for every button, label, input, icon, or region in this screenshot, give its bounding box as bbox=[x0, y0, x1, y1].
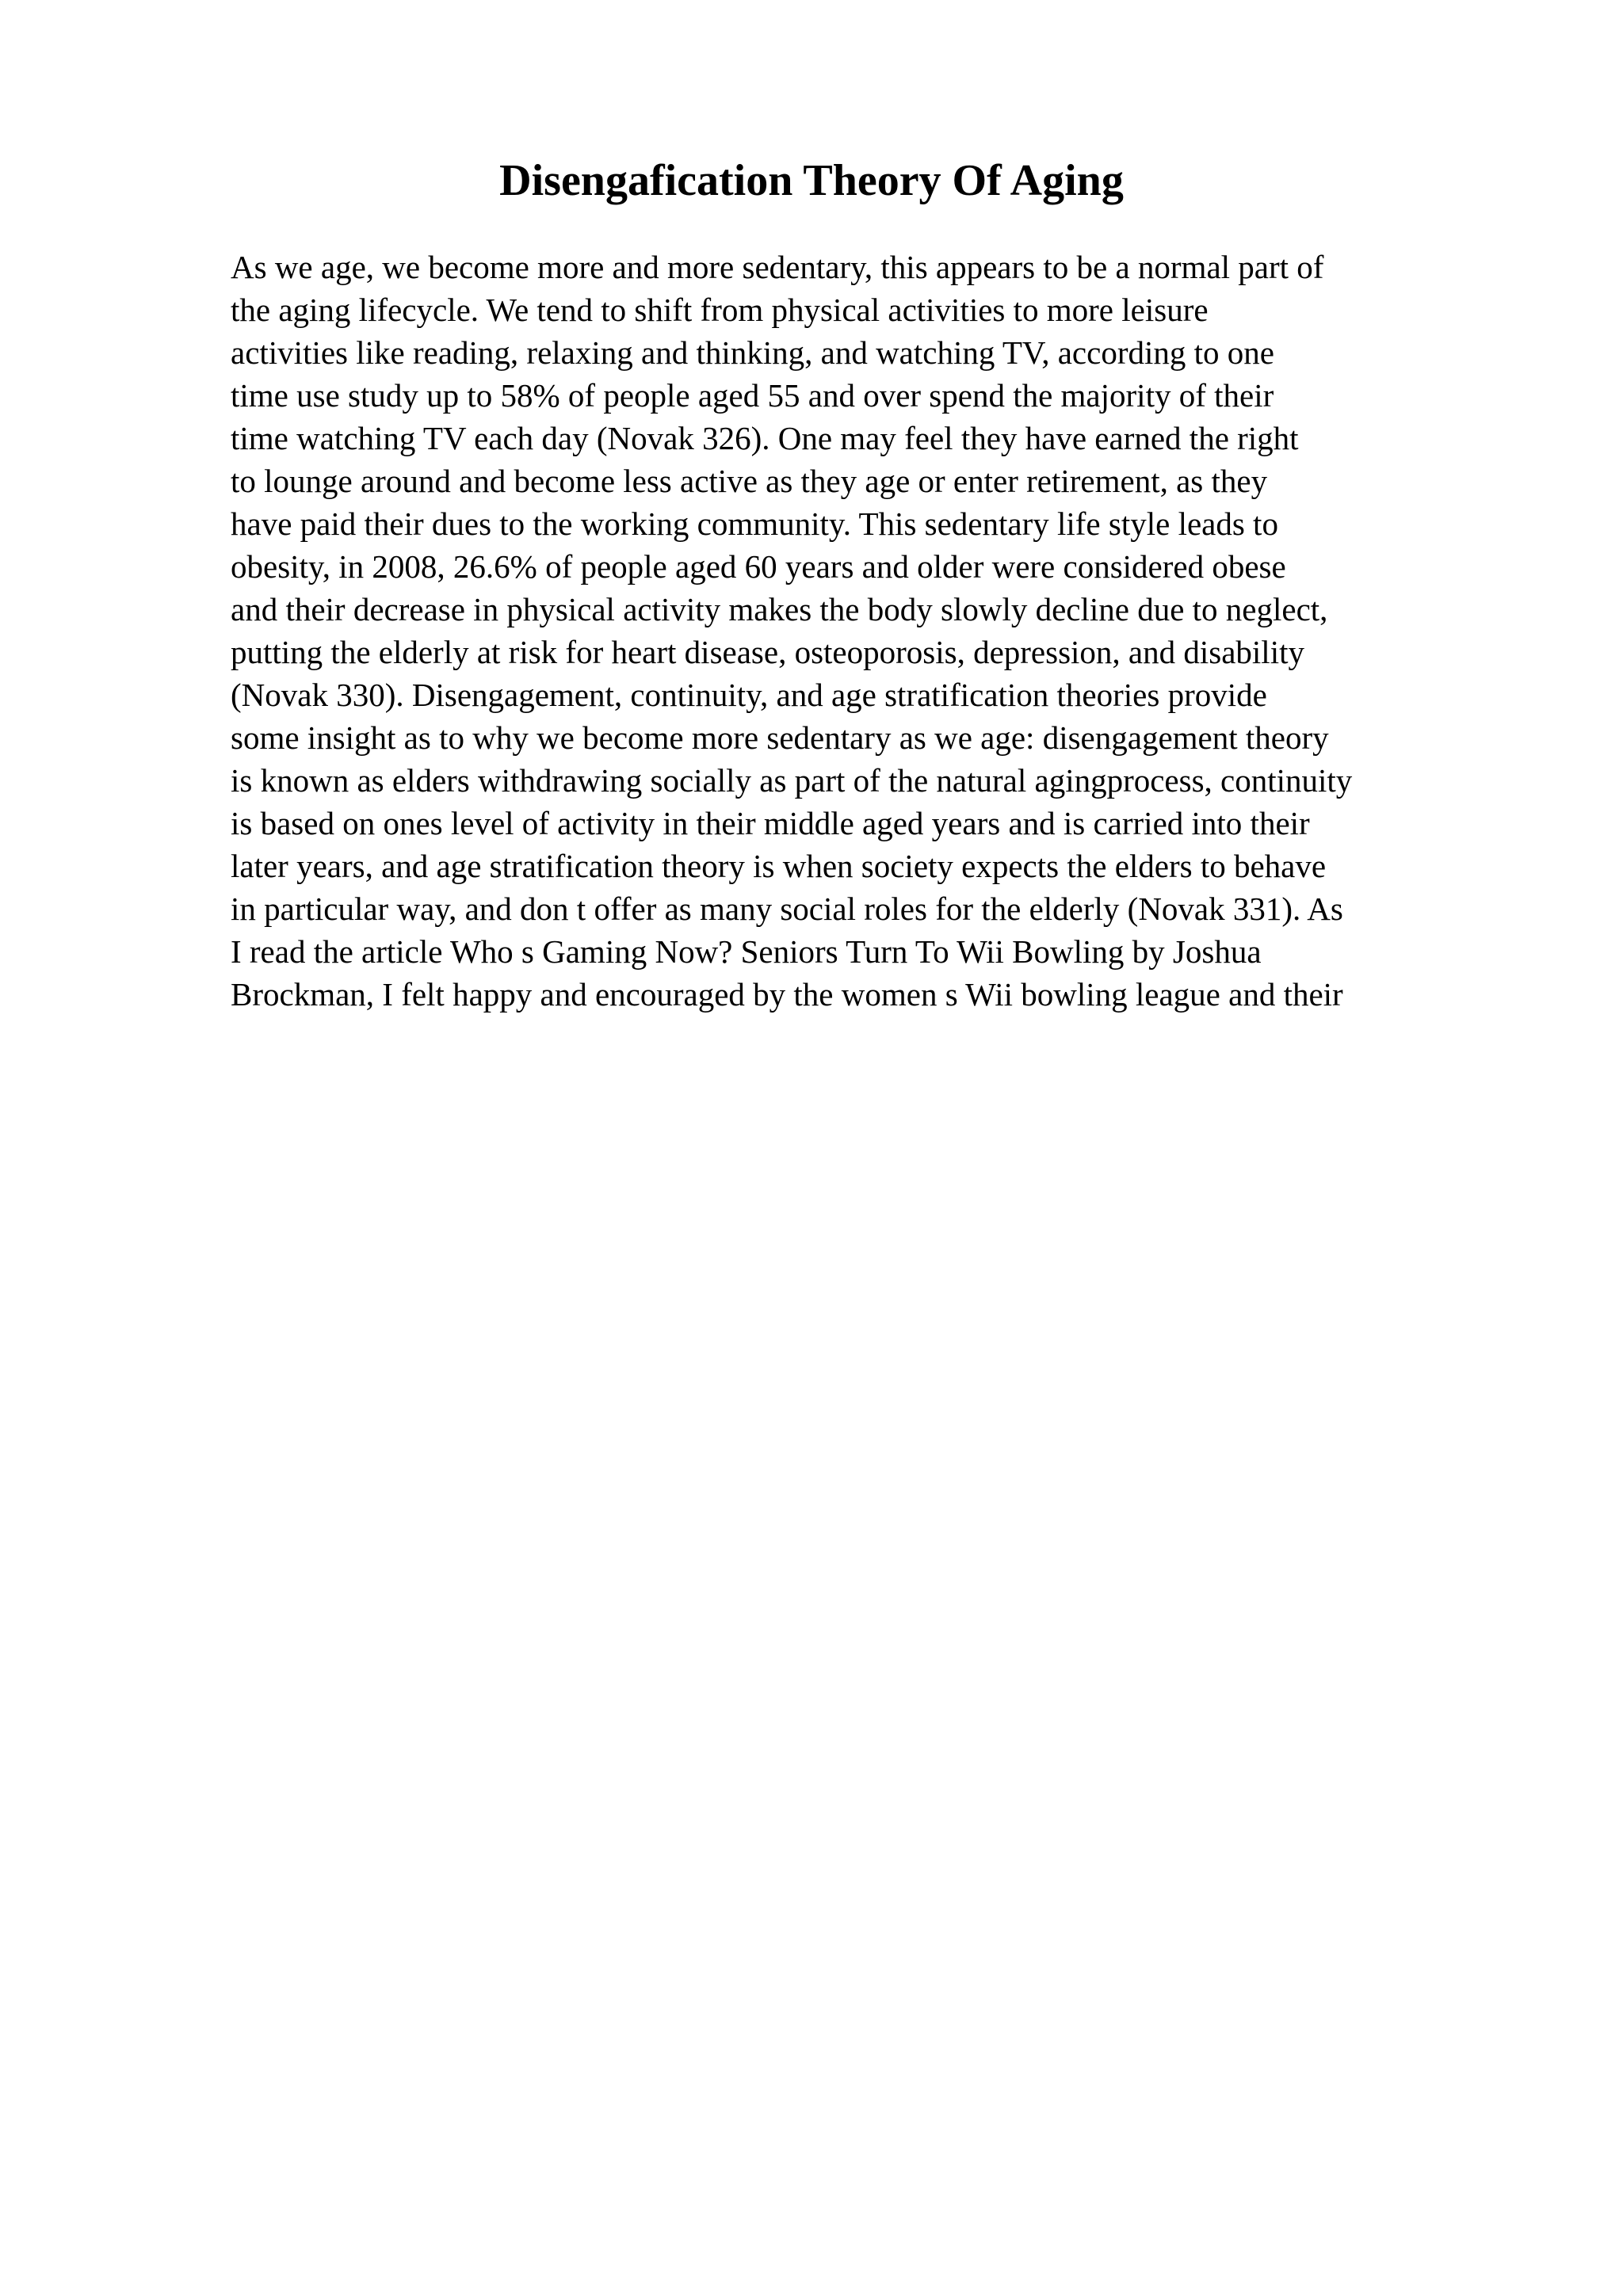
text-line: Brockman, I felt happy and encouraged by the women s Wii bowling league and their bbox=[231, 976, 1343, 1013]
text-line: is known as elders withdrawing socially as part of the natural agingprocess, continuity bbox=[231, 762, 1353, 799]
text-line: time watching TV each day (Novak 326). One may feel they have earned the right bbox=[231, 420, 1299, 456]
document-title: Disengafication Theory Of Aging bbox=[499, 156, 1124, 205]
text-line: and their decrease in physical activity makes the body slowly decline due to neglect, bbox=[231, 591, 1328, 627]
text-line: in particular way, and don t offer as many social roles for the elderly (Novak 331). As bbox=[231, 891, 1343, 927]
text-line: have paid their dues to the working community. This sedentary life style leads to bbox=[231, 505, 1278, 542]
text-line: to lounge around and become less active as they age or enter retirement, as they bbox=[231, 463, 1268, 499]
text-line: I read the article Who s Gaming Now? Seniors Turn To Wii Bowling by Joshua bbox=[231, 933, 1262, 970]
text-line: putting the elderly at risk for heart disease, osteoporosis, depression, and disability bbox=[231, 634, 1304, 670]
text-line: (Novak 330). Disengagement, continuity, and age stratification theories provide bbox=[231, 677, 1267, 713]
text-line: the aging lifecycle. We tend to shift from physical activities to more leisure bbox=[231, 292, 1209, 328]
text-line: time use study up to 58% of people aged 55 and over spend the majority of their bbox=[231, 377, 1274, 414]
text-line: later years, and age stratification theory is when society expects the elders to behave bbox=[231, 848, 1327, 884]
text-line: As we age, we become more and more sedentary, this appears to be a normal part of bbox=[231, 249, 1324, 285]
text-line: some insight as to why we become more sedentary as we age: disengagement theory bbox=[231, 719, 1329, 756]
text-line: activities like reading, relaxing and thinking, and watching TV, according to one bbox=[231, 334, 1274, 371]
body-paragraph bbox=[231, 246, 1514, 1016]
text-line: is based on ones level of activity in their middle aged years and is carried into their bbox=[231, 805, 1310, 841]
text-line: obesity, in 2008, 26.6% of people aged 60 years and older were considered obese bbox=[231, 548, 1286, 585]
